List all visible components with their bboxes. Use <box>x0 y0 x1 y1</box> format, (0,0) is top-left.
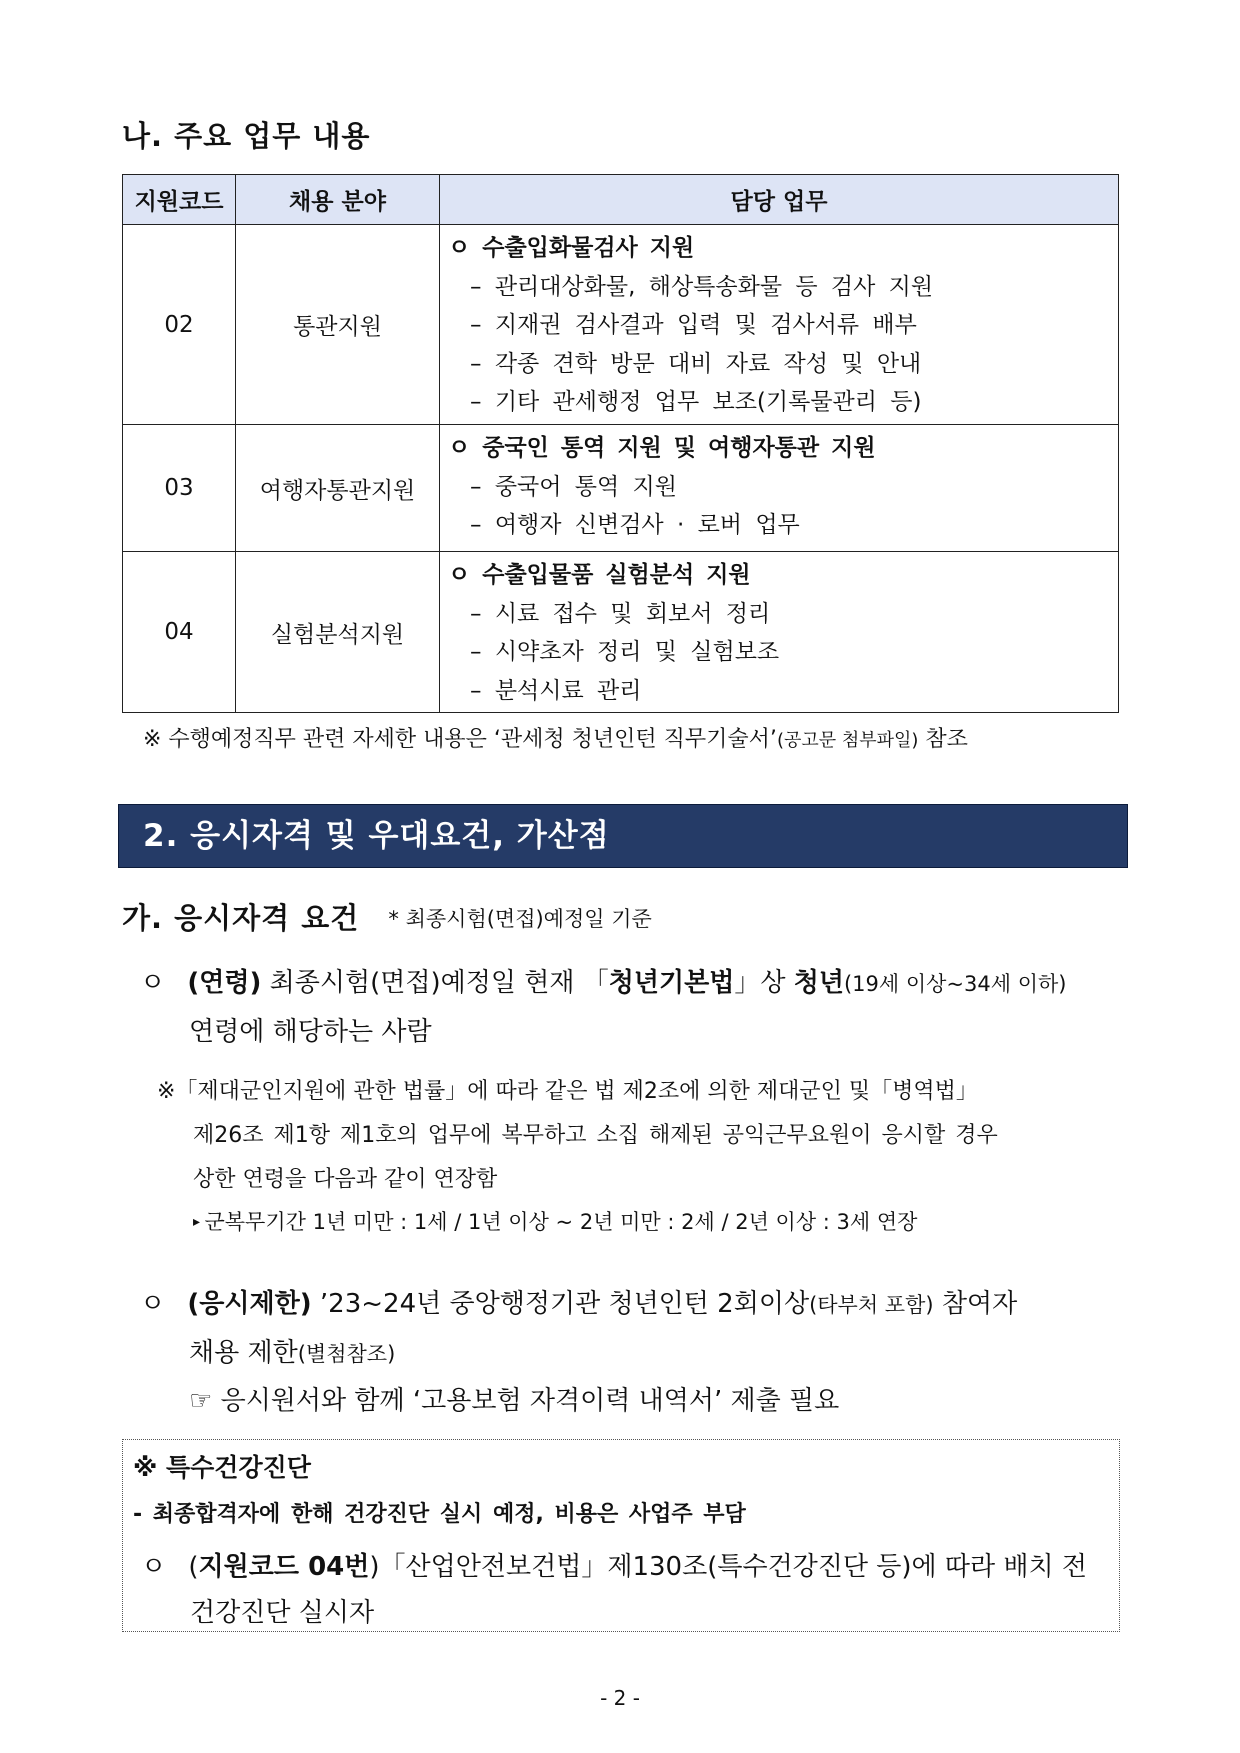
dash-bullet-icon: – <box>470 512 495 538</box>
circle-bullet-icon: ㅇ <box>448 562 483 588</box>
pointing-hand-icon: ☞ <box>189 1386 221 1416</box>
duty-sub: 여행자 신변검사 · 로버 업무 <box>494 512 800 538</box>
duty-sub: 시료 접수 및 회보서 정리 <box>494 600 771 627</box>
circle-bullet-icon: ㅇ <box>141 1552 167 1582</box>
age-line-2: 연령에 해당하는 사람 <box>189 1017 432 1047</box>
age-ext-2: 제26조 제1항 제1호의 업무에 복무하고 소집 해제된 공익근무요원이 응시할 경우 <box>193 1123 998 1148</box>
section-ga <box>122 896 652 937</box>
restrict-line-3: ☞ 응시원서와 함께 ‘고용보험 자격이력 내역서’ 제출 필요 <box>189 1386 840 1416</box>
health-line-1: - 최종합격자에 한해 건강진단 실시 예정, 비용은 사업주 부담 <box>133 1502 746 1527</box>
section-na-title: 나. 주요 업무 내용 <box>122 119 371 153</box>
health-line-2: ㅇ (지원코드 04번)「산업안전보건법」제130조(특수건강진단 등)에 따라 배치 전 <box>141 1552 1088 1582</box>
row-duty <box>440 225 1119 425</box>
table-note: ※ 수행예정직무 관련 자세한 내용은 ‘관세청 청년인턴 직무기술서’(공고문 첨부파일) 참조 <box>143 727 968 752</box>
row-field: 실험분석지원 <box>236 552 440 713</box>
duty-main: 수출입물품 실험분석 지원 <box>482 562 751 588</box>
duty-sub: 각종 견학 방문 대비 자료 작성 및 안내 <box>494 350 922 377</box>
row-code: 03 <box>123 425 236 552</box>
duty-sub: 시약초자 정리 및 실험보조 <box>494 639 780 665</box>
restrict-line-1: ㅇ (응시제한) ’23~24년 중앙행정기관 청년인턴 2회이상(타부처 포함) 참여자 <box>140 1289 1018 1319</box>
row-duty <box>440 552 1119 713</box>
circle-bullet-icon: ㅇ <box>448 435 483 461</box>
row-code: 04 <box>123 552 236 713</box>
duty-sub: 분석시료 관리 <box>494 677 642 704</box>
duty-sub: 지재권 검사결과 입력 및 검사서류 배부 <box>494 312 917 338</box>
row-code: 02 <box>123 225 236 425</box>
dash-bullet-icon: – <box>470 600 495 627</box>
triangle-bullet-icon: ▸ <box>193 1214 205 1230</box>
row-duty <box>440 425 1119 552</box>
dash-bullet-icon: – <box>470 473 495 500</box>
table-header-row <box>123 175 1119 225</box>
table-row <box>123 425 1119 552</box>
header-field: 채용 분야 <box>236 175 440 225</box>
duty-sub: 기타 관세행정 업무 보조(기록물관리 등) <box>494 389 922 415</box>
section-banner: 2. 응시자격 및 우대요건, 가산점 <box>118 804 1128 868</box>
duty-sub: 중국어 통역 지원 <box>494 473 677 500</box>
circle-bullet-icon: ㅇ <box>448 235 483 261</box>
health-line-3: 건강진단 실시자 <box>190 1598 375 1628</box>
section-ga-title: 가. 응시자격 요건 <box>122 901 360 935</box>
circle-bullet-icon: ㅇ <box>140 1289 166 1319</box>
section-ga-note: * 최종시험(면접)예정일 기준 <box>388 907 652 931</box>
row-field: 통관지원 <box>236 225 440 425</box>
age-ext-4: ▸ 군복무기간 1년 미만 : 1세 / 1년 이상 ~ 2년 미만 : 2세 / 2년 이상 : 3세 연장 <box>193 1210 918 1234</box>
row-field: 여행자통관지원 <box>236 425 440 552</box>
circle-bullet-icon: ㅇ <box>140 968 166 998</box>
dash-bullet-icon: – <box>470 389 495 415</box>
duty-sub: 관리대상화물, 해상특송화물 등 검사 지원 <box>494 273 934 300</box>
dash-bullet-icon: – <box>470 350 495 377</box>
header-duty: 담당 업무 <box>440 175 1119 225</box>
table-row <box>123 225 1119 425</box>
header-code: 지원코드 <box>123 175 236 225</box>
dash-bullet-icon: – <box>470 312 495 338</box>
health-title: ※ 특수건강진단 <box>133 1453 311 1482</box>
dash-bullet-icon: – <box>470 639 495 665</box>
restrict-line-2: 채용 제한(별첨참조) <box>189 1338 396 1368</box>
age-ext-3: 상한 연령을 다음과 같이 연장함 <box>193 1167 498 1192</box>
dash-bullet-icon: – <box>470 677 495 704</box>
age-ext-1: ※「제대군인지원에 관한 법률」에 따라 같은 법 제2조에 의한 제대군인 및「병역법」 <box>157 1079 978 1104</box>
duty-main: 수출입화물검사 지원 <box>482 235 695 261</box>
duty-table <box>122 174 1119 713</box>
dash-bullet-icon: – <box>470 273 495 300</box>
age-line-1: ㅇ (연령) 최종시험(면접)예정일 현재 「청년기본법」상 청년(19세 이상~34세 이하) <box>140 968 1067 998</box>
duty-main: 중국인 통역 지원 및 여행자통관 지원 <box>482 435 876 461</box>
page-number: - 2 - <box>600 1686 640 1710</box>
table-row <box>123 552 1119 713</box>
health-box <box>122 1439 1120 1632</box>
